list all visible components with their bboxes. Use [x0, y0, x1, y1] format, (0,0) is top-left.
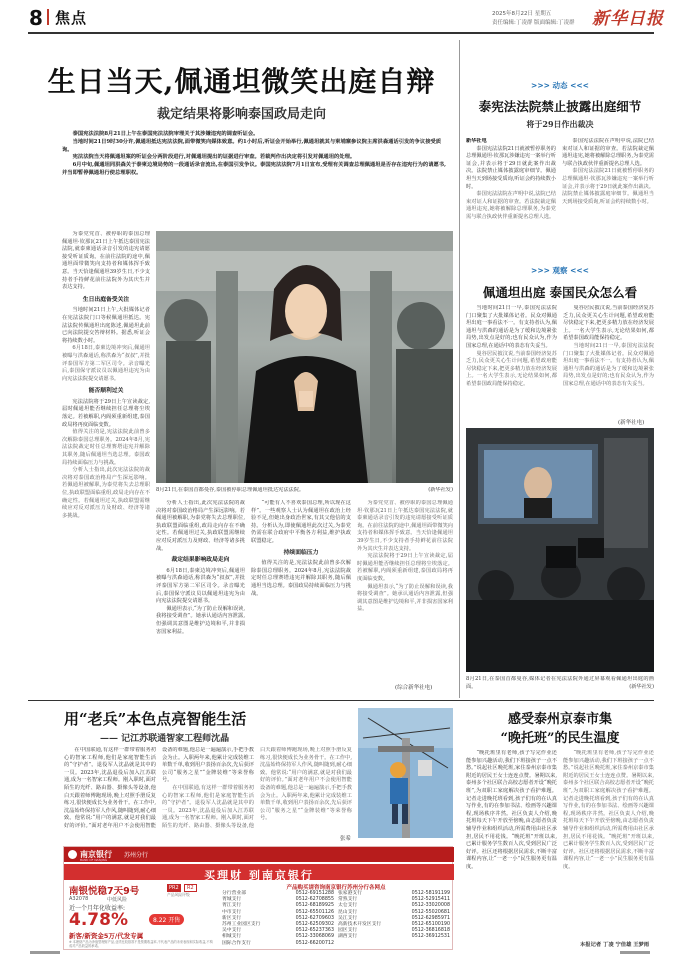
bank-advertisement[interactable]: [63, 846, 453, 950]
body-paragraph: 在中国联通,有这样一群带着服务初心的智家工程师,他们是家庭智能生活的“守护者”。退役军人沈晶就是其中的一员。2023年,沈晶退役后加入江苏联通,成为一名智家工程师。刚入职时,面对陌生的光纤、路由器、摄像头等设备,他白天跟着师傅跑现场,晚上对照手册反复练习,很快便成长为业务骨干。在工作中,沈晶始终保持军人作风,随叫随到,耐心细致。他常说:“用户的满意,就是对我们最好的评价。”面对老年用户不会使用智能设备的难题,他总是一遍遍演示,手把手教会为止。入职两年来,他累计完成装维工单数千单,收到用户表扬百余次,先后获评公司“服务之星”“金牌装维”等荣誉称号。: [64, 747, 254, 829]
masthead-logo: 新华日报: [592, 9, 664, 29]
bank-name-en: BANK OF NANJING: [80, 858, 108, 862]
dateline: 新华社电: [466, 138, 487, 144]
outlet-phone: 0512-33020008: [411, 903, 450, 909]
outlet-phone: 0512-33068069: [295, 934, 334, 940]
outlet-name: 张家港支行: [338, 891, 362, 896]
lead-column-4: [357, 500, 453, 680]
body-paragraph: 为泰党党首、被停职的泰国总理佩通坦·钦那瓦21日上午抵达泰国宪法法院,就泰柬通话录音引发的违宪请愿接受听证质询。在前往法院的途中,佩通坦面带微笑向支持者和媒体挥手致意。当天恰逢佩通坦39岁生日,不少支持者手持鲜花前往法院外为其庆生并表达支持。: [357, 500, 453, 552]
bottom-left-photo: [358, 708, 453, 838]
section-separator: [28, 700, 654, 701]
lead-column-2: [156, 500, 245, 693]
subhead: 持续面临压力: [283, 549, 319, 556]
outlet-name: 中市支行: [222, 909, 242, 915]
body-paragraph: 泰国宪法法院在声明中说,法院已结束对证人和证据的审查。若法院裁定佩通坦违宪,她将被解除总理职务,为泰党需与联合执政伙伴重新提名总理人选。: [562, 138, 654, 167]
section-label: 焦点: [55, 9, 88, 27]
intro-paragraph: 6月中旬,佩通坦同洪森关于泰柬边境局势的一段通话录音流出,在泰国引发争议。泰国宪法法院7月1日宣布,受理有关调查总理佩通坦是否存在违宪行为的请愿书,并当即暂停佩通坦行使总理职权。: [62, 162, 446, 176]
outlets-panel: [222, 883, 450, 949]
bottom-left-byline: 张希: [340, 836, 352, 842]
caption-text: 8月21日,在泰国首都曼谷,泰国被停职总理佩通坦抵达宪法法院。: [156, 487, 305, 493]
body-paragraph: 6月18日,泰柬边境冲突后,佩通坦被曝与洪森通话,称洪森为“叔叔”,并批评泰国军方第二军区司令。录音曝光后,泰国保守派议员以佩通坦违宪为由向宪法法院提交请愿书。: [62, 345, 150, 382]
ad-tagline: [64, 864, 454, 880]
right-mid-headline: 佩通坦出庭 泰国民众怎么看: [482, 285, 638, 300]
outlet-phone: 0512-62985971: [411, 915, 450, 921]
ad-header-bar: [64, 847, 454, 862]
outlet-name: 园区支行: [338, 928, 358, 934]
bottom-right-headline-1: 感受泰州京泰市集: [507, 712, 612, 727]
bottom-left-subheadline: —— 记江苏联通智家工程师沈晶: [100, 734, 230, 744]
bank-branch: 苏州分行: [124, 852, 149, 859]
column-divider: [459, 40, 460, 698]
product-type: 中低风险: [107, 897, 128, 903]
page-number: 8: [29, 6, 43, 30]
body-paragraph: 泰国宪法法院21日就被暂停职务的总理佩通坦·钦那瓦涉嫌违宪一案举行听证会,并表示将于29日就此案作出裁决。法院禁止媒体披露庭审细节。佩通坦当天到场接受质询,听证会约持续数小时。: [466, 145, 556, 190]
risk-note: 产品风险评级: [167, 892, 190, 897]
outlet-phone: 0512-36816818: [411, 928, 450, 934]
right-top-headline: 泰宪法法院禁止披露出庭细节: [478, 99, 642, 114]
outlet-phone: 0512-52915411: [411, 897, 450, 903]
body-paragraph: 6月18日,泰柬边境冲突后,佩通坦被曝与洪森通话,称洪森为“叔叔”,并批评泰国军方第二军区司令。录音曝光后,泰国保守派议员以佩通坦违宪为由向宪法法院提交请愿书。: [156, 567, 245, 605]
date-line: 2025年8月22日 星期五: [492, 11, 552, 17]
lead-intro: [62, 131, 446, 178]
bottom-right-body: [466, 750, 654, 938]
right-mid-column-b: [563, 305, 654, 417]
outlet-phone: 0512-65501126: [295, 909, 334, 915]
outlet-phone: 0512-55020681: [411, 909, 450, 915]
bank-logo-icon: [68, 850, 77, 859]
body-paragraph: 值得关注的是,宪法法院此前曾多次解除泰国总理职务。2024年8月,宪法法院裁定时任总理赛塔违宪并解除其职务,随后佩通坦当选总理。泰国政局持续面临压力与挑战。: [62, 429, 150, 466]
outlet-phone: 0512-68189925: [295, 903, 334, 909]
body-paragraph: 佩通坦表示,“为了防止误解和误读,我将接受调查”。她承认通话内容泄露,但强调其意图是维护边境和平,并非损害国家利益。: [156, 605, 245, 635]
subhead: 生日出庭备受关注: [82, 296, 130, 303]
risk-level-badge: PR2: [169, 885, 179, 891]
outlets-list-left: [222, 891, 334, 947]
body-paragraph: 宪法法院将于29日上午宣读裁定,届时佩通坦能否继续担任总理将尘埃落定。若被解职,内阁须重新组建,泰国政局将再度面临变数。: [357, 553, 453, 582]
body-paragraph: 在中国联通,有这样一群带着服务初心的智家工程师,他们是家庭智能生活的“守护者”。退役军人沈晶就是其中的一员。2023年,沈晶退役后加入江苏联通,成为一名智家工程师。刚入职时,面对陌生的光纤、路由器、摄像头等设备,他白天跟着师傅跑现场,晚上对照手册反复练习,很快便成长为业务骨干。在工作中,沈晶始终保持军人作风,随叫随到,耐心细致。他常说:“用户的满意,就是对我们最好的评价。”面对老年用户不会使用智能设备的难题,他总是一遍遍演示,手把手教会为止。入职两年来,他累计完成装维工单数千单,收到用户表扬百余次,先后获评公司“服务之星”“金牌装维”等荣誉称号。: [162, 747, 352, 829]
subhead: 裁定结果影响政局走向: [171, 557, 230, 564]
outlet-name: 相城支行: [222, 934, 242, 940]
body-paragraph: 当地时间21日上午,大批媒体记者在宪法法院门口等候佩通坦抵达。宪法法院传佩通坦出庭陈述,佩通坦此前已向法院提交答辩材料。据悉,听证会将持续数小时。: [62, 307, 150, 344]
body-paragraph: 佩通坦表示,“为了防止误解和误读,我将接受调查”。她承认通话内容泄露,但强调其意图是维护边境和平,并非损害国家利益。: [357, 583, 453, 613]
right-mid-photo-caption: [466, 676, 654, 694]
body-paragraph: 分析人士指出,此次宪法法院的裁决将对泰国政治格局产生深远影响。若佩通坦被解职,为泰党将失去总理职位,执政联盟面临重组,政局走向存在不确定性。若佩通坦过关,执政联盟需继续应对反对派压力及财政、经济等诸多挑战。: [156, 500, 245, 552]
editors-line: 责任编辑:丁凌群 版面编辑:丁凌群: [492, 20, 575, 26]
body-paragraph: 分析人士指出,此次宪法法院的裁决将对泰国政治格局产生深远影响。若佩通坦被解职,为泰党将失去总理职位,执政联盟面临重组,政局走向存在不确定性。若佩通坦过关,执政联盟需继续应对反对派压力及财政、经济等诸多挑战。: [62, 467, 150, 519]
outlet-name: 新区支行: [222, 915, 242, 921]
print-color-bar: [30, 951, 650, 955]
bottom-right-byline: 本报记者 丁凌 宁佳雄 王梦雨: [580, 942, 650, 948]
body-paragraph: 为泰党党首、被停职的泰国总理佩通坦·钦那瓦21日上午抵达泰国宪法法院,就泰柬通话录音引发的违宪请愿接受听证质询。在前往法院的途中,佩通坦面带微笑向支持者和媒体挥手致意。当天恰逢佩通坦39岁生日,不少支持者手持鲜花前往法院外为其庆生并表达支持。: [62, 231, 150, 291]
outlet-name: 吴中支行: [222, 928, 242, 934]
outlet-row: [222, 941, 334, 947]
body-paragraph: “晚托班里有老师,孩子写完作业还能参加兴趣活动,我们下班接孩子一点不愁。”说起社区晚托班,家住泰州京泰市集附近的居民王女士连连点赞。暑期以来,泰州多个社区联合高校志愿者开设“晚托班”,为双职工家庭解决孩子看护难题。记者走进晚托班看到,孩子们有的在认真写作业,有的在参加书法、绘画等兴趣课程,现场秩序井然。社区负责人介绍,晚托班每天下午开放至傍晚,由志愿者负责辅导作业和组织活动,所需费用由社区承担,居民不用花钱。“晚托班”开班以来,已累计服务学生数百人次,受到居民广泛好评。社区还将根据居民需求,不断丰富课程内容,让“一老一小”民生服务更有温度。: [563, 750, 654, 870]
outlet-name: 高新技术开发区支行: [338, 922, 382, 928]
product-name: 南银悦稳7天9号: [69, 886, 140, 897]
product-panel: [67, 883, 217, 949]
outlets-list-right: [338, 891, 450, 941]
outlet-phone: 0512-62708855: [295, 897, 334, 903]
outlet-name: 常熟支行: [338, 897, 358, 903]
caption-credit: (新华社发): [428, 487, 453, 493]
body-paragraph: 曼谷居民披汶说,当前泰国经济复苏乏力,民众更关心生计问题,希望政府能尽快稳定下来,把更多精力放在经济发展上。一名大学生表示,无论结果如何,都希望泰国政局能保持稳定。: [466, 350, 557, 387]
bottom-right-headline-2: “晚托班”的民生温度: [500, 731, 620, 746]
bottom-left-headline: 用“老兵”本色点亮智能生活: [64, 710, 247, 728]
right-top-column-b: [562, 138, 654, 250]
right-mid-byline: (新华社电): [618, 420, 645, 426]
outlet-phone: 0512-62509302: [295, 922, 334, 928]
outlet-phone: 0512-65237363: [295, 928, 334, 934]
outlets-title: 产品购买请咨询南京银行苏州分行各网点: [286, 885, 386, 891]
right-mid-column-a: [466, 305, 557, 425]
outlet-name: 湖西支行: [338, 934, 358, 940]
feature-text: 新客/新资金5万/代发专属: [69, 932, 144, 940]
body-paragraph: “晚托班里有老师,孩子写完作业还能参加兴趣活动,我们下班接孩子一点不愁。”说起社区晚托班,家住泰州京泰市集附近的居民王女士连连点赞。暑期以来,泰州多个社区联合高校志愿者开设“晚托班”,为双职工家庭解决孩子看护难题。记者走进晚托班看到,孩子们有的在认真写作业,有的在参加书法、绘画等兴趣课程,现场秩序井然。社区负责人介绍,晚托班每天下午开放至傍晚,由志愿者负责辅导作业和组织活动,所需费用由社区承担,居民不用花钱。“晚托班”开班以来,已累计服务学生数百人次,受到居民广泛好评。社区还将根据居民需求,不断丰富课程内容,让“一老一小”民生服务更有温度。: [466, 750, 557, 870]
lead-subheadline: 裁定结果将影响泰国政局走向: [156, 107, 326, 122]
outlet-name: 胥江支行: [222, 903, 242, 909]
body-paragraph: 泰国宪法法院在声明中说,法院已结束对证人和证据的审查。若法院裁定佩通坦违宪,她将被解除总理职务,为泰党需与联合执政伙伴重新提名总理人选。: [466, 191, 556, 220]
outlet-name: 吴江支行: [338, 915, 358, 921]
caption-credit: (新华社发): [629, 683, 654, 690]
lead-column-1: [62, 231, 150, 693]
outlet-row: [338, 934, 450, 940]
lead-photo: [156, 231, 453, 483]
body-paragraph: 当地时间21日一早,泰国宪法法院门口聚集了大批媒体记者。民众对佩通坦出庭一事看法不一。有支持者认为,佩通坦与洪森的通话是为了缓和边境紧张局势,出发点是好的;也有民众认为,作为国家总理,在通话中的表态有失妥当。: [563, 342, 654, 387]
intro-paragraph: 当地时间21日9时30分许,佩通坦抵达宪法法院,面带微笑向媒体致意。约1小时后,听证会开始举行,佩通坦就其与柬埔寨参议院主席洪森通话引发的争议接受质询。: [62, 138, 442, 153]
outlet-name: 苏州工业园区支行: [222, 922, 261, 928]
body-paragraph: “可能有人不喜欢泰国总理,所以现在这样”。一些观察人士认为佩通坦在政治上经验不足,但她出身政治世家,有其父他信的支持。分析认为,即使佩通坦此次过关,为泰党仍需在联合政府中平衡各方利益,维护执政联盟稳定。: [251, 500, 351, 544]
right-mid-section-label: >>> 观察 <<<: [531, 266, 589, 275]
outlet-phone: 0512-66200712: [295, 940, 334, 946]
rate-value: 4.78%: [69, 910, 128, 930]
intro-paragraph: 泰国宪法法院8月21日上午在泰国宪法法院审理关于其涉嫌违宪的调查听证会。: [72, 131, 259, 137]
outlet-phone: 0512-58191199: [411, 891, 450, 896]
right-top-subheadline: 将于29日作出裁决: [526, 119, 594, 129]
right-top-column-a: [466, 138, 556, 250]
caption-text: 8月21日,在泰国首都曼谷,媒体记者在宪法法院外通过屏幕观看佩通坦出庭的画面。: [466, 676, 654, 690]
performance-label: 近一个月年化收益率:: [69, 905, 126, 912]
outlet-phone: 0512-36912531: [411, 934, 450, 940]
outlet-name: 分行营业部: [222, 891, 246, 896]
lead-column-3: [251, 500, 351, 693]
lead-byline: (综合新华社电): [395, 685, 433, 691]
outlet-name: 胥城支行: [222, 897, 242, 903]
outlet-phone: 0512-69151288: [295, 891, 334, 896]
lead-photo-caption: [156, 487, 453, 496]
outlet-name: 国际合作支行: [222, 940, 251, 946]
ad-tagline-text: 买理财 到南京银行: [204, 869, 314, 882]
outlet-name: 太仓支行: [338, 903, 358, 909]
outlet-phone: 0512-65100190: [411, 922, 450, 928]
subhead: 能否顺利过关: [88, 388, 124, 395]
lead-headline: 生日当天,佩通坦微笑出庭自辩: [47, 65, 436, 98]
header-rule: [28, 32, 654, 34]
body-paragraph: 曼谷居民披汶说,当前泰国经济复苏乏力,民众更关心生计问题,希望政府能尽快稳定下来,把更多精力放在经济发展上。一名大学生表示,无论结果如何,都希望泰国政局能保持稳定。: [563, 305, 654, 342]
product-code: A32078: [69, 896, 89, 902]
rate-date-badge: 8.22 开售: [149, 914, 184, 925]
risk-label-badge: R2: [184, 884, 197, 892]
intro-paragraph: 宪法法院当天将佩通坦案的听证会分两阶段进行,对佩通坦提出的证据进行审查。若裁判作出决定将引发对佩通坦的处理。: [72, 154, 356, 161]
body-paragraph: 泰国宪法法院21日就被暂停职务的总理佩通坦·钦那瓦涉嫌违宪一案举行听证会,并表示将于29日就此案作出裁决。法院禁止媒体披露庭审细节。佩通坦当天到场接受质询,听证会约持续数小时。: [562, 168, 654, 205]
body-paragraph: 当地时间21日一早,泰国宪法法院门口聚集了大批媒体记者。民众对佩通坦出庭一事看法不一。有支持者认为,佩通坦与洪森的通话是为了缓和边境紧张局势,出发点是好的;也有民众认为,作为国家总理,在通话中的表态有失妥当。: [466, 305, 557, 349]
right-mid-photo: [466, 428, 654, 672]
outlet-name: 昆山支行: [338, 909, 358, 915]
body-paragraph: 值得关注的是,宪法法院此前曾多次解除泰国总理职务。2024年8月,宪法法院裁定时任总理赛塔违宪并解除其职务,随后佩通坦当选总理。泰国政局持续面临压力与挑战。: [251, 560, 351, 597]
bottom-left-body: [64, 747, 352, 842]
section-divider: [47, 9, 49, 25]
disclaimer: ※ 本理财产品为净值型理财产品,业绩比较基准不是预期收益率,不代表产品的未来表现和实际收益,不构成对产品收益的承诺。: [69, 940, 213, 948]
body-paragraph: 宪法法院将于29日上午宣读裁定,届时佩通坦能否继续担任总理将尘埃落定。若被解职,内阁须重新组建,泰国政局将再度面临变数。: [62, 398, 150, 428]
bank-name: 南京银行: [80, 850, 112, 859]
right-top-section-label: >>> 动态 <<<: [531, 81, 589, 90]
outlet-phone: 0512-62709603: [295, 915, 334, 921]
